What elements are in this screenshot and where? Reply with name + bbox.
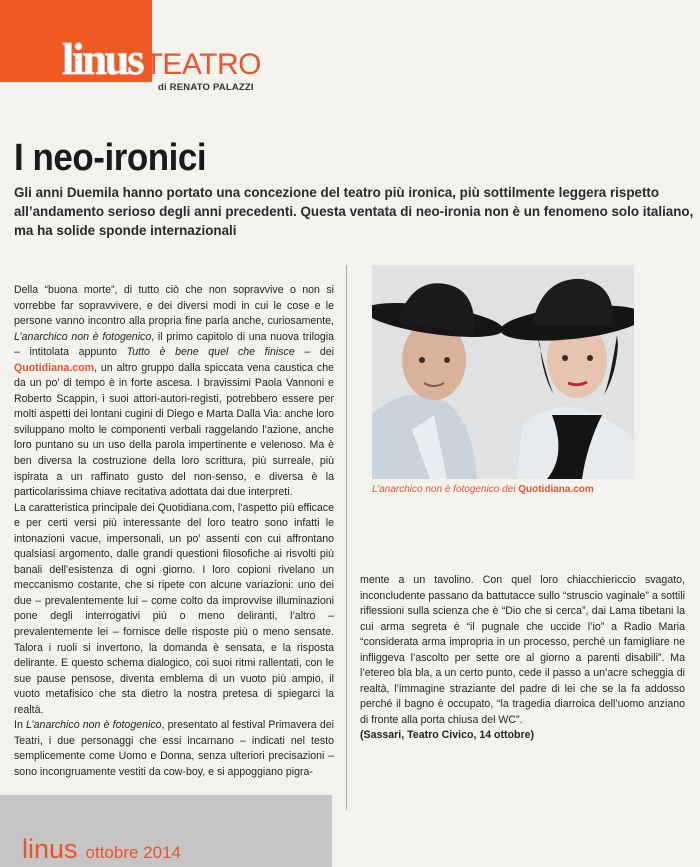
paragraph-4: mente a un tavolino. Con quel loro chiacchiericcio svagato, inconcludente passano da battutacce sullo “struscio vaginale” a sottili riflessioni sulla scienza che è “Dio che si cerca”, dai Lama tibetani la cui arma segreta è “il pugnale che uccide l’io” a Radio Maria “considerata arma impropria in un processo, perché un famigliare ne infliggeva l’ascolto per sette ore al giorno a parenti disabili”. Ma l’etereo bla bla, a un certo punto, cede il passo a un’acre scheggia di realtà, l’immagine straziante del padre di lei che se la fa addosso perché il bagno è occupato, “la tragedia diarroica dell’uomo anziano di fronte alla porta chiusa del WC”. — [360, 574, 685, 726]
rubric-brand: linus — [62, 35, 143, 84]
work-title: L’anarchico non è fotogenico — [26, 719, 162, 732]
work-title: L’anarchico non è fotogenico — [14, 330, 152, 343]
paragraph-3: In L’anarchico non è fotogenico, presentato al festival Primavera dei Teatri, i due personaggi che essi incarnano – indicati nel testo semplicemente come Uomo e Donna, senza ulteriori precisazioni – sono incongruamente vestiti da cow-boy, e si appoggiano pigra- — [14, 719, 334, 778]
footer-issue: ottobre 2014 — [85, 843, 181, 862]
column-divider — [346, 265, 347, 810]
rubric-section: TEATRO — [144, 48, 261, 81]
article-title: I neo-ironici — [14, 137, 207, 179]
article-lead: Gli anni Duemila hanno portato una concezione del teatro più ironica, più sottilmente leggera rispetto all’andamento serioso degli anni precedenti. Questa ventata di neo-ironia non è un fenomeno solo italiano, ma ha solide sponde internazionali — [14, 185, 694, 238]
footer-magazine: linus — [22, 834, 78, 864]
page-footer — [22, 836, 181, 863]
paragraph-1: Della “buona morte”, di tutto ciò che non sopravvive o non si vorrebbe far sopravvivere, e dei diversi modi in cui le cose e le persone vanno incontro alla propria fine parla anche, curiosamente, L’anarchico non è fotogenico, il primo capitolo di una nuova trilogia – intitolata appunto Tutto è bene quel che finisce – dei Quotidiana.com, un altro gruppo dalla spiccata vena caustica che da un po’ di tempo è in forte ascesa. I bravissimi Paola Vannoni e Roberto Scappin, i suoi attori-autori-registi, potrebbero essere per molti aspetti dei lontani cugini di Diego e Marta Dalla Via: anche loro sviluppano molto le componenti verbali raggelando l’azione, anche loro puntano su un uso della parola impertinente e velenoso. Ma è ben diversa la costruzione della loro scrittura, più surreale, più ispirata a un raffinato gusto del non-senso, e diversa è la particolarissima chiave recitativa adottata dai due interpreti. — [14, 284, 335, 499]
body-column-left — [14, 283, 334, 781]
body-column-right — [360, 573, 685, 744]
photo-caption: L’anarchico non è fotogenico dei Quotidiana.com — [372, 484, 594, 495]
venue-note: (Sassari, Teatro Civico, 14 ottobre) — [360, 729, 535, 742]
company-name: Quotidiana.com — [14, 361, 95, 374]
byline: di RENATO PALAZZI — [158, 82, 254, 93]
actors-photo — [372, 265, 634, 479]
trilogy-title: Tutto è bene quel che finisce — [126, 346, 295, 359]
paragraph-2: La caratteristica principale dei Quotidiana.com, l’aspetto più efficace e per certi versi più interessante del loro teatro sono infatti le intonazioni vacue, impersonali, un po’ assenti con cui affrontano qualsiasi argomento, dalle grandi questioni filosofiche ai risvolti più banali dell’esistenza di ogni giorno. I loro copioni rivelano un meccanismo costante, che si ripete con alcune variazioni: uno dei due – prevalentemente lui – come colto da improvvise illuminazioni pone degli interrogativi più o meno deliranti, l’altro – prevalentemente lei – fornisce delle risposte più o meno sensate. Talora i ruoli si invertono, la domanda è sensata, e la risposta delirante. E questo schema dialogico, coi suoi ritmi rallentati, con le sue pause pensose, diventa emblema di un vuoto più ampio, il vuoto metafisico che sta dietro la nostra pretesa di spiegarci la realtà. — [14, 501, 334, 716]
section-rubric — [62, 35, 261, 84]
actors-photo-illustration — [372, 265, 634, 479]
